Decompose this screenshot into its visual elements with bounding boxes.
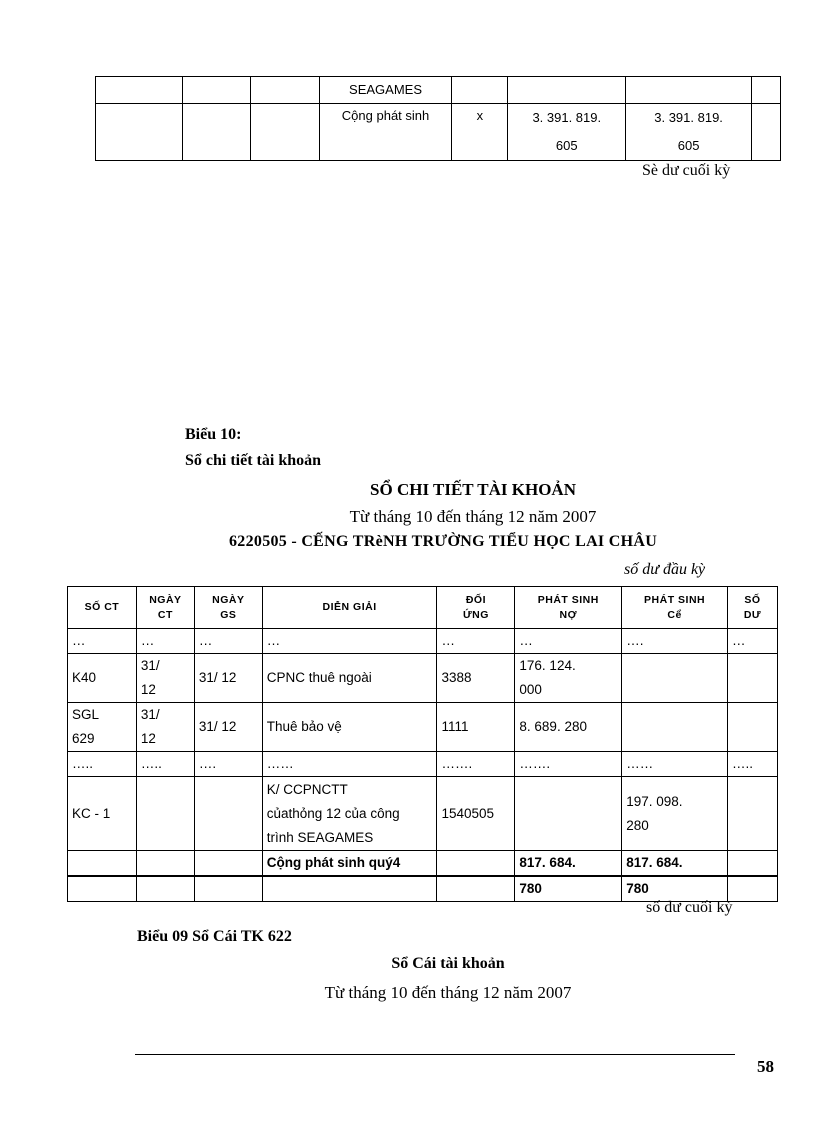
bieu10-subheading: Sổ chi tiết tài khoản	[185, 452, 322, 469]
cell	[437, 876, 515, 902]
cell	[728, 703, 778, 752]
total-no-cont: 780	[515, 876, 622, 902]
cell	[728, 777, 778, 851]
cell	[622, 777, 728, 851]
detail-ledger-table	[67, 586, 778, 902]
no-line1: 3. 391. 819.	[532, 110, 602, 125]
header-line: NGÀY	[212, 593, 245, 606]
cell	[728, 876, 778, 902]
top-closing-balance: Sè dư cuối kỳ	[642, 162, 731, 179]
cell-line: SGL	[72, 707, 100, 722]
cell	[194, 777, 262, 851]
no-line2: 605	[555, 138, 578, 153]
cell	[136, 851, 194, 877]
table-row	[68, 629, 778, 654]
col-ngay-gs	[194, 587, 262, 629]
table-header-row	[68, 587, 778, 629]
header-line: PHÁT SINH	[644, 593, 706, 606]
total-row	[68, 851, 778, 877]
header-line: DƯ	[743, 608, 762, 621]
cell	[136, 654, 194, 703]
top-ledger-table	[95, 76, 781, 161]
bieu09-period: Từ tháng 10 đến tháng 12 năm 2007	[324, 983, 572, 1002]
table-row	[68, 777, 778, 851]
opening-balance: số dư đầu kỳ	[624, 561, 706, 578]
cell-line: củathỏng 12 của công	[266, 805, 400, 821]
cell-line: trình SEAGAMES	[266, 829, 374, 845]
header-line: PHÁT SINH	[537, 593, 599, 606]
cell: …	[68, 629, 137, 654]
cell: 1111	[437, 703, 515, 752]
cell: …..	[68, 752, 137, 777]
header-line: SỐ	[744, 593, 761, 606]
cell: KC - 1	[68, 777, 137, 851]
cell: CPNC thuê ngoài	[262, 654, 437, 703]
col-dien-giai: DIỄN GIẢI	[262, 587, 437, 629]
no-cell	[508, 104, 626, 161]
cell	[194, 876, 262, 902]
cell: …	[136, 629, 194, 654]
bieu09-title: Sổ Cái tài khoản	[391, 955, 505, 972]
cell: ….	[194, 752, 262, 777]
cell: …..	[728, 752, 778, 777]
header-line: Cể	[667, 608, 682, 621]
cell	[68, 703, 137, 752]
cell: 3388	[437, 654, 515, 703]
bieu10-title: SỔ CHI TIẾT TÀI KHOẢN	[370, 480, 576, 499]
total-co-cont: 780	[622, 876, 728, 902]
total-row-cont	[68, 876, 778, 902]
cell-line: 197. 098.	[626, 793, 683, 809]
table-row	[68, 752, 778, 777]
header-line: GS	[220, 608, 237, 621]
cell: 31/ 12	[194, 654, 262, 703]
header-line: NGÀY	[149, 593, 182, 606]
col-so-du	[728, 587, 778, 629]
cell-line: 31/	[140, 707, 160, 722]
bieu10-account: 6220505 - CẾNG TRèNH TRƯỜNG TIỂU HỌC LAI CHÂU	[229, 533, 658, 550]
col-doi-ung	[437, 587, 515, 629]
cell-line: 31/	[140, 658, 160, 673]
cell: …..	[136, 752, 194, 777]
cell: ……	[262, 752, 437, 777]
cell	[728, 654, 778, 703]
cell: Thuê bảo vệ	[262, 703, 437, 752]
cell: 8. 689. 280	[515, 703, 622, 752]
page-number: 58	[757, 1057, 774, 1076]
cell: …….	[437, 752, 515, 777]
cell	[728, 851, 778, 877]
cell	[515, 777, 622, 851]
cell	[622, 703, 728, 752]
total-label: Cộng phát sinh quý4	[262, 851, 437, 877]
table-row	[96, 104, 781, 161]
cell	[136, 876, 194, 902]
cell-line: 176. 124.	[519, 658, 576, 673]
cell: …	[515, 629, 622, 654]
total-no: 817. 684.	[515, 851, 622, 877]
bieu09-heading: Biểu 09 Sổ Cái TK 622	[137, 928, 292, 945]
cell	[622, 654, 728, 703]
cell: …	[728, 629, 778, 654]
header-line: ỨNG	[462, 608, 489, 621]
bieu10-period: Từ tháng 10 đến tháng 12 năm 2007	[349, 507, 597, 526]
cell: …….	[515, 752, 622, 777]
cell-line: K/ CCPNCTT	[266, 781, 348, 797]
cell-line: 12	[140, 731, 156, 746]
cell	[437, 851, 515, 877]
header-line: CT	[157, 608, 173, 621]
bieu10-heading: Biểu 10:	[185, 426, 242, 443]
cell: K40	[68, 654, 137, 703]
col-ps-co	[622, 587, 728, 629]
closing-balance: số dư cuối kỳ	[646, 899, 733, 916]
cell-line: 280	[626, 817, 649, 833]
cell	[515, 654, 622, 703]
desc-cell: SEAGAMES	[319, 77, 452, 104]
header-line: NỢ	[559, 608, 578, 621]
col-ps-no	[515, 587, 622, 629]
co-line1: 3. 391. 819.	[654, 110, 723, 125]
cell-line: 12	[140, 682, 156, 697]
cell	[68, 851, 137, 877]
cell	[136, 777, 194, 851]
total-co: 817. 684.	[622, 851, 728, 877]
cell: …	[437, 629, 515, 654]
cell	[68, 876, 137, 902]
col-ngay-ct	[136, 587, 194, 629]
cell-line: 000	[519, 682, 542, 697]
cell-line: 629	[72, 731, 95, 746]
header-line: ĐỐI	[465, 593, 487, 606]
col-so-ct: SỐ CT	[68, 587, 137, 629]
cell: 31/ 12	[194, 703, 262, 752]
cell	[136, 703, 194, 752]
table-row	[68, 654, 778, 703]
co-line2: 605	[677, 138, 700, 153]
table-row	[68, 703, 778, 752]
cell: …	[262, 629, 437, 654]
table-row	[96, 77, 781, 104]
cell	[262, 777, 437, 851]
co-cell	[626, 104, 752, 161]
cell	[262, 876, 437, 902]
cell	[194, 851, 262, 877]
cell: …	[194, 629, 262, 654]
desc-cell: Cộng phát sinh	[319, 104, 452, 161]
cell: ….	[622, 629, 728, 654]
doi-ung-cell: x	[452, 104, 508, 161]
footer-rule	[135, 1054, 735, 1055]
cell: 1540505	[437, 777, 515, 851]
cell: ……	[622, 752, 728, 777]
